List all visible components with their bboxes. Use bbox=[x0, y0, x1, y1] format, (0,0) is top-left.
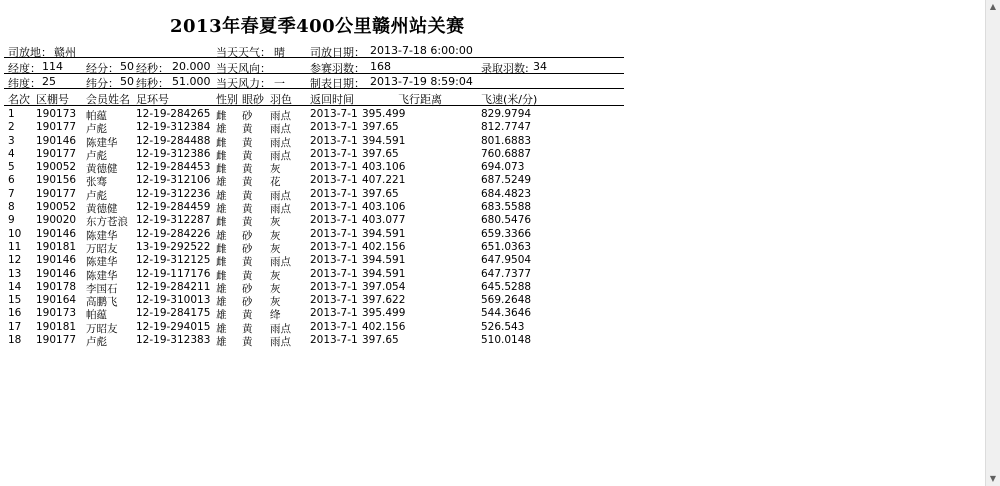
scroll-down-icon[interactable]: ▼ bbox=[989, 474, 997, 483]
header-rank: 名次 bbox=[8, 93, 30, 106]
weather-value: 晴 bbox=[274, 46, 285, 59]
cell-flight-distance: 397.622 bbox=[362, 294, 406, 307]
table-row bbox=[0, 268, 625, 281]
cell-velocity: 510.0148 bbox=[481, 334, 532, 347]
cell-rank: 6 bbox=[8, 174, 15, 187]
cell-sex: 雄 bbox=[216, 123, 227, 136]
info-row-release bbox=[0, 44, 625, 58]
lat-sec-value: 51.000 bbox=[172, 75, 211, 88]
latitude-value: 25 bbox=[42, 75, 56, 88]
cell-ring-number: 12-19-284226 bbox=[136, 227, 211, 240]
cell-return-time: 2013-7-1 bbox=[310, 254, 358, 267]
cell-loft-id: 190177 bbox=[36, 147, 77, 160]
cell-rank: 16 bbox=[8, 307, 22, 320]
cell-return-time: 2013-7-1 bbox=[310, 201, 358, 214]
header-sex: 性别 bbox=[216, 93, 238, 106]
entries-value: 168 bbox=[370, 60, 391, 73]
table-row bbox=[0, 241, 625, 254]
cell-eye-sign: 黄 bbox=[242, 309, 253, 322]
divider bbox=[4, 73, 624, 74]
cell-sex: 雌 bbox=[216, 242, 227, 255]
cell-velocity: 569.2648 bbox=[481, 294, 532, 307]
cell-ring-number: 12-19-312106 bbox=[136, 174, 211, 187]
cell-sex: 雌 bbox=[216, 256, 227, 269]
cell-feather-color: 绛 bbox=[270, 309, 281, 322]
table-row bbox=[0, 188, 625, 201]
table-row bbox=[0, 174, 625, 187]
cell-feather-color: 雨点 bbox=[270, 322, 291, 335]
cell-velocity: 659.3366 bbox=[481, 227, 532, 240]
report-title: 2013年春夏季400公里赣州站关赛 bbox=[170, 16, 465, 37]
cell-flight-distance: 394.591 bbox=[362, 267, 406, 280]
cell-loft-id: 190177 bbox=[36, 121, 77, 134]
cell-ring-number: 12-19-284488 bbox=[136, 134, 211, 147]
table-date-label: 制表日期： bbox=[310, 77, 365, 90]
cell-feather-color: 灰 bbox=[270, 163, 281, 176]
weather-label: 当天天气： bbox=[216, 46, 271, 59]
cell-member-name: 陈建华 bbox=[86, 229, 118, 242]
release-date-label: 司放日期： bbox=[310, 46, 365, 59]
cell-ring-number: 12-19-312287 bbox=[136, 214, 211, 227]
cell-feather-color: 雨点 bbox=[270, 149, 291, 162]
cell-feather-color: 灰 bbox=[270, 242, 281, 255]
cell-sex: 雄 bbox=[216, 322, 227, 335]
cell-eye-sign: 黄 bbox=[242, 136, 253, 149]
cell-member-name: 李国石 bbox=[86, 282, 118, 295]
cell-feather-color: 雨点 bbox=[270, 123, 291, 136]
cell-ring-number: 12-19-284459 bbox=[136, 201, 211, 214]
cell-return-time: 2013-7-1 bbox=[310, 214, 358, 227]
cell-rank: 4 bbox=[8, 147, 15, 160]
cell-rank: 17 bbox=[8, 320, 22, 333]
cell-member-name: 卢彪 bbox=[86, 336, 107, 349]
cell-loft-id: 190177 bbox=[36, 187, 77, 200]
cell-loft-id: 190173 bbox=[36, 108, 77, 120]
lon-sec-value: 20.000 bbox=[172, 60, 211, 73]
cell-flight-distance: 397.65 bbox=[362, 121, 399, 134]
cell-return-time: 2013-7-1 bbox=[310, 121, 358, 134]
cell-return-time: 2013-7-1 bbox=[310, 161, 358, 174]
cell-flight-distance: 403.077 bbox=[362, 214, 406, 227]
cell-return-time: 2013-7-1 bbox=[310, 267, 358, 280]
cell-eye-sign: 黄 bbox=[242, 176, 253, 189]
cell-member-name: 帕蕴 bbox=[86, 110, 107, 122]
cell-ring-number: 12-19-117176 bbox=[136, 267, 211, 280]
cell-member-name: 帕蕴 bbox=[86, 309, 107, 322]
cell-rank: 1 bbox=[8, 108, 15, 120]
cell-flight-distance: 395.499 bbox=[362, 307, 406, 320]
table-date-value: 2013-7-19 8:59:04 bbox=[370, 75, 473, 88]
cell-flight-distance: 395.499 bbox=[362, 108, 406, 120]
lon-min-label: 经分： bbox=[86, 62, 119, 75]
cell-member-name: 万昭友 bbox=[86, 322, 118, 335]
cell-rank: 18 bbox=[8, 334, 22, 347]
cell-loft-id: 190146 bbox=[36, 254, 77, 267]
cell-sex: 雌 bbox=[216, 269, 227, 282]
release-place-value: 赣州 bbox=[54, 46, 76, 59]
cell-ring-number: 13-19-292522 bbox=[136, 240, 211, 253]
cell-member-name: 卢彪 bbox=[86, 123, 107, 136]
cell-eye-sign: 砂 bbox=[242, 282, 253, 295]
cell-eye-sign: 黄 bbox=[242, 189, 253, 202]
cell-member-name: 万昭友 bbox=[86, 242, 118, 255]
header-flight-distance: 飞行距离 bbox=[398, 93, 442, 106]
wind-force-value: 一 bbox=[274, 77, 285, 90]
header-loft-id: 区棚号 bbox=[36, 93, 69, 106]
cell-member-name: 陈建华 bbox=[86, 269, 118, 282]
cell-velocity: 829.9794 bbox=[481, 108, 532, 120]
cell-flight-distance: 402.156 bbox=[362, 320, 406, 333]
qualified-value: 34 bbox=[533, 60, 547, 73]
cell-feather-color: 雨点 bbox=[270, 189, 291, 202]
cell-loft-id: 190146 bbox=[36, 267, 77, 280]
cell-rank: 12 bbox=[8, 254, 22, 267]
cell-return-time: 2013-7-1 bbox=[310, 240, 358, 253]
cell-velocity: 645.5288 bbox=[481, 280, 532, 293]
cell-ring-number: 12-19-284265 bbox=[136, 108, 211, 120]
cell-eye-sign: 黄 bbox=[242, 123, 253, 136]
cell-eye-sign: 砂 bbox=[242, 242, 253, 255]
cell-member-name: 黄德健 bbox=[86, 203, 118, 216]
cell-flight-distance: 397.65 bbox=[362, 187, 399, 200]
table-row bbox=[0, 161, 625, 174]
cell-ring-number: 12-19-312386 bbox=[136, 147, 211, 160]
cell-ring-number: 12-19-312236 bbox=[136, 187, 211, 200]
divider bbox=[4, 88, 624, 89]
cell-rank: 13 bbox=[8, 267, 22, 280]
table-row bbox=[0, 214, 625, 227]
cell-loft-id: 190177 bbox=[36, 334, 77, 347]
cell-sex: 雌 bbox=[216, 136, 227, 149]
table-row bbox=[0, 121, 625, 134]
lon-sec-label: 经秒： bbox=[136, 62, 169, 75]
cell-velocity: 526.543 bbox=[481, 320, 525, 333]
cell-loft-id: 190164 bbox=[36, 294, 77, 307]
cell-return-time: 2013-7-1 bbox=[310, 147, 358, 160]
divider bbox=[4, 57, 624, 58]
cell-feather-color: 雨点 bbox=[270, 136, 291, 149]
cell-flight-distance: 397.65 bbox=[362, 334, 399, 347]
cell-rank: 11 bbox=[8, 240, 22, 253]
cell-feather-color: 雨点 bbox=[270, 336, 291, 349]
lat-min-value: 50 bbox=[120, 75, 134, 88]
cell-loft-id: 190020 bbox=[36, 214, 77, 227]
cell-eye-sign: 砂 bbox=[242, 110, 253, 122]
info-row-longitude bbox=[0, 60, 625, 74]
header-eye-sign: 眼砂 bbox=[242, 93, 264, 106]
cell-return-time: 2013-7-1 bbox=[310, 294, 358, 307]
qualified-label: 录取羽数: bbox=[481, 62, 529, 75]
table-row bbox=[0, 294, 625, 307]
cell-rank: 15 bbox=[8, 294, 22, 307]
cell-feather-color: 灰 bbox=[270, 282, 281, 295]
header-return-time: 返回时间 bbox=[310, 93, 354, 106]
cell-flight-distance: 407.221 bbox=[362, 174, 406, 187]
table-row bbox=[0, 148, 625, 161]
cell-ring-number: 12-19-284175 bbox=[136, 307, 211, 320]
cell-member-name: 陈建华 bbox=[86, 256, 118, 269]
cell-velocity: 683.5588 bbox=[481, 201, 532, 214]
cell-eye-sign: 黄 bbox=[242, 163, 253, 176]
cell-sex: 雄 bbox=[216, 176, 227, 189]
cell-velocity: 651.0363 bbox=[481, 240, 532, 253]
cell-rank: 8 bbox=[8, 201, 15, 214]
cell-return-time: 2013-7-1 bbox=[310, 227, 358, 240]
cell-flight-distance: 394.591 bbox=[362, 134, 406, 147]
cell-sex: 雄 bbox=[216, 229, 227, 242]
cell-member-name: 卢彪 bbox=[86, 149, 107, 162]
latitude-label: 纬度： bbox=[8, 77, 41, 90]
cell-eye-sign: 砂 bbox=[242, 229, 253, 242]
table-row bbox=[0, 201, 625, 214]
divider bbox=[4, 105, 624, 106]
cell-member-name: 张骞 bbox=[86, 176, 107, 189]
cell-return-time: 2013-7-1 bbox=[310, 187, 358, 200]
info-row-latitude bbox=[0, 75, 625, 89]
cell-eye-sign: 黄 bbox=[242, 203, 253, 216]
cell-velocity: 684.4823 bbox=[481, 187, 532, 200]
cell-loft-id: 190181 bbox=[36, 320, 77, 333]
cell-ring-number: 12-19-284453 bbox=[136, 161, 211, 174]
cell-return-time: 2013-7-1 bbox=[310, 174, 358, 187]
lat-min-label: 纬分： bbox=[86, 77, 119, 90]
cell-loft-id: 190052 bbox=[36, 161, 77, 174]
cell-flight-distance: 403.106 bbox=[362, 161, 406, 174]
cell-return-time: 2013-7-1 bbox=[310, 307, 358, 320]
table-header bbox=[0, 91, 625, 105]
scroll-up-icon[interactable]: ▲ bbox=[989, 2, 997, 11]
cell-sex: 雄 bbox=[216, 203, 227, 216]
cell-return-time: 2013-7-1 bbox=[310, 134, 358, 147]
cell-velocity: 647.9504 bbox=[481, 254, 532, 267]
cell-return-time: 2013-7-1 bbox=[310, 280, 358, 293]
cell-rank: 10 bbox=[8, 227, 22, 240]
cell-return-time: 2013-7-1 bbox=[310, 108, 358, 120]
lat-sec-label: 纬秒： bbox=[136, 77, 169, 90]
cell-loft-id: 190146 bbox=[36, 134, 77, 147]
wind-dir-label: 当天风向： bbox=[216, 62, 271, 75]
cell-sex: 雄 bbox=[216, 336, 227, 349]
cell-feather-color: 花 bbox=[270, 176, 281, 189]
cell-eye-sign: 黄 bbox=[242, 149, 253, 162]
header-ring-number: 足环号 bbox=[136, 93, 169, 106]
table-row bbox=[0, 281, 625, 294]
table-row bbox=[0, 307, 625, 320]
cell-velocity: 694.073 bbox=[481, 161, 525, 174]
table-row bbox=[0, 108, 625, 121]
entries-label: 参赛羽数： bbox=[310, 62, 365, 75]
cell-flight-distance: 397.65 bbox=[362, 147, 399, 160]
cell-ring-number: 12-19-312384 bbox=[136, 121, 211, 134]
release-place-label: 司放地： bbox=[8, 46, 52, 59]
cell-ring-number: 12-19-294015 bbox=[136, 320, 211, 333]
cell-eye-sign: 黄 bbox=[242, 336, 253, 349]
cell-loft-id: 190156 bbox=[36, 174, 77, 187]
cell-ring-number: 12-19-312125 bbox=[136, 254, 211, 267]
cell-sex: 雄 bbox=[216, 296, 227, 309]
header-feather-color: 羽色 bbox=[270, 93, 292, 106]
cell-sex: 雄 bbox=[216, 189, 227, 202]
cell-member-name: 黄德健 bbox=[86, 163, 118, 176]
cell-velocity: 801.6883 bbox=[481, 134, 532, 147]
cell-flight-distance: 403.106 bbox=[362, 201, 406, 214]
release-date-value: 2013-7-18 6:00:00 bbox=[370, 44, 473, 57]
cell-ring-number: 12-19-310013 bbox=[136, 294, 211, 307]
cell-flight-distance: 397.054 bbox=[362, 280, 406, 293]
cell-eye-sign: 黄 bbox=[242, 269, 253, 282]
vertical-scrollbar[interactable] bbox=[985, 0, 1000, 486]
cell-sex: 雌 bbox=[216, 149, 227, 162]
cell-velocity: 647.7377 bbox=[481, 267, 532, 280]
cell-loft-id: 190146 bbox=[36, 227, 77, 240]
cell-loft-id: 190173 bbox=[36, 307, 77, 320]
cell-rank: 2 bbox=[8, 121, 15, 134]
cell-ring-number: 12-19-312383 bbox=[136, 334, 211, 347]
cell-velocity: 680.5476 bbox=[481, 214, 532, 227]
cell-rank: 3 bbox=[8, 134, 15, 147]
cell-feather-color: 灰 bbox=[270, 296, 281, 309]
wind-force-label: 当天风力： bbox=[216, 77, 271, 90]
table-row bbox=[0, 228, 625, 241]
cell-member-name: 卢彪 bbox=[86, 189, 107, 202]
cell-sex: 雄 bbox=[216, 282, 227, 295]
header-member-name: 会员姓名 bbox=[86, 93, 130, 106]
table-row bbox=[0, 334, 625, 347]
cell-rank: 5 bbox=[8, 161, 15, 174]
longitude-value: 114 bbox=[42, 60, 63, 73]
cell-velocity: 544.3646 bbox=[481, 307, 532, 320]
cell-feather-color: 灰 bbox=[270, 216, 281, 229]
cell-feather-color: 雨点 bbox=[270, 256, 291, 269]
cell-velocity: 812.7747 bbox=[481, 121, 532, 134]
cell-rank: 7 bbox=[8, 187, 15, 200]
cell-eye-sign: 黄 bbox=[242, 216, 253, 229]
cell-member-name: 东方苍浪 bbox=[86, 216, 128, 229]
cell-ring-number: 12-19-284211 bbox=[136, 280, 211, 293]
cell-flight-distance: 394.591 bbox=[362, 227, 406, 240]
cell-velocity: 687.5249 bbox=[481, 174, 532, 187]
cell-sex: 雌 bbox=[216, 163, 227, 176]
longitude-label: 经度： bbox=[8, 62, 41, 75]
cell-loft-id: 190178 bbox=[36, 280, 77, 293]
cell-sex: 雌 bbox=[216, 216, 227, 229]
cell-eye-sign: 黄 bbox=[242, 256, 253, 269]
lon-min-value: 50 bbox=[120, 60, 134, 73]
cell-flight-distance: 402.156 bbox=[362, 240, 406, 253]
cell-feather-color: 雨点 bbox=[270, 203, 291, 216]
cell-feather-color: 灰 bbox=[270, 269, 281, 282]
cell-feather-color: 雨点 bbox=[270, 110, 291, 122]
cell-rank: 14 bbox=[8, 280, 22, 293]
cell-return-time: 2013-7-1 bbox=[310, 334, 358, 347]
results-table-body bbox=[0, 108, 625, 347]
cell-eye-sign: 黄 bbox=[242, 322, 253, 335]
cell-eye-sign: 砂 bbox=[242, 296, 253, 309]
cell-sex: 雌 bbox=[216, 110, 227, 122]
cell-loft-id: 190181 bbox=[36, 240, 77, 253]
cell-return-time: 2013-7-1 bbox=[310, 320, 358, 333]
table-row bbox=[0, 135, 625, 148]
cell-member-name: 陈建华 bbox=[86, 136, 118, 149]
cell-velocity: 760.6887 bbox=[481, 147, 532, 160]
table-row bbox=[0, 254, 625, 267]
cell-member-name: 高鹏飞 bbox=[86, 296, 118, 309]
table-row bbox=[0, 321, 625, 334]
cell-sex: 雄 bbox=[216, 309, 227, 322]
cell-loft-id: 190052 bbox=[36, 201, 77, 214]
cell-feather-color: 灰 bbox=[270, 229, 281, 242]
cell-flight-distance: 394.591 bbox=[362, 254, 406, 267]
cell-rank: 9 bbox=[8, 214, 15, 227]
header-velocity: 飞速(米/分) bbox=[481, 93, 538, 106]
